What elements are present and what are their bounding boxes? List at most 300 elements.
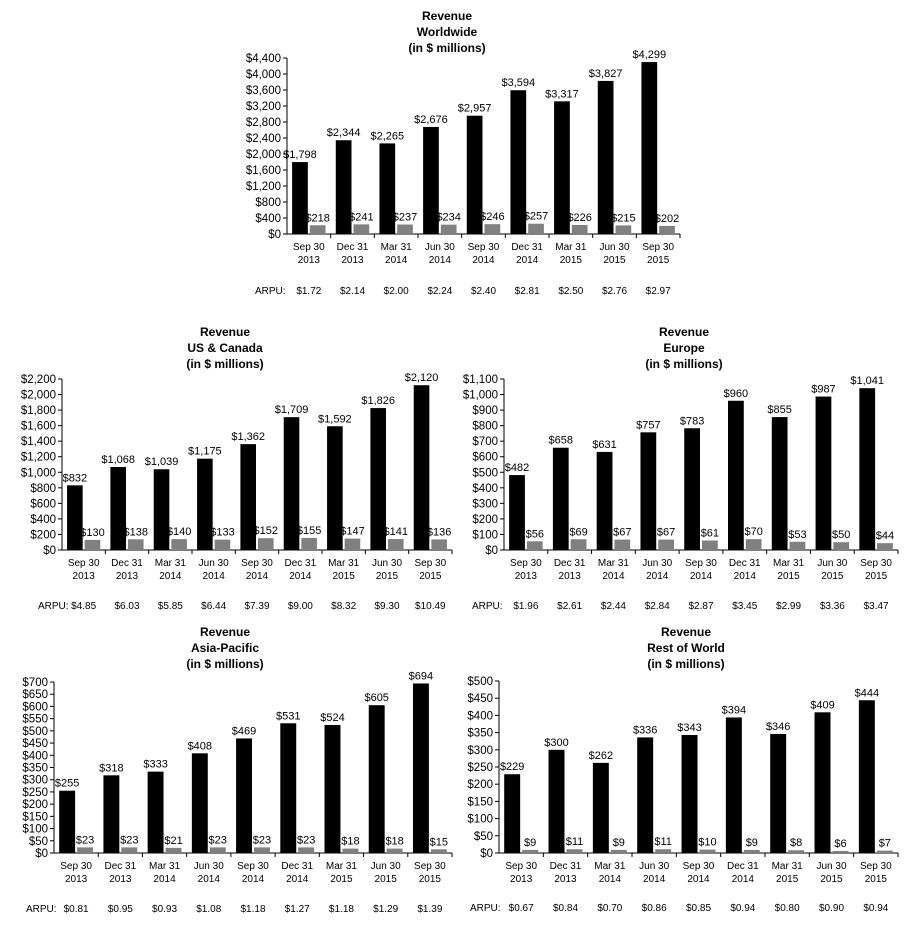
secondary-bar <box>746 539 762 550</box>
y-tick-label: $0 <box>480 848 493 860</box>
chart-us-canada-svg <box>0 320 456 620</box>
revenue-data-label: $960 <box>723 387 749 400</box>
revenue-bar <box>640 432 656 550</box>
revenue-data-label: $2,957 <box>457 102 492 115</box>
arpu-value: $0.84 <box>552 903 579 914</box>
x-tick-label: 2013 <box>297 255 320 266</box>
y-tick-label: $700 <box>22 677 48 689</box>
revenue-data-label: $1,175 <box>188 445 222 458</box>
secondary-bar <box>215 540 231 550</box>
y-tick-label: $200 <box>467 779 493 792</box>
secondary-data-label: $141 <box>383 526 409 539</box>
secondary-data-label: $226 <box>567 211 592 224</box>
secondary-data-label: $257 <box>523 210 549 223</box>
y-tick-label: $600 <box>30 498 56 511</box>
revenue-bar <box>641 62 657 234</box>
revenue-data-label: $631 <box>592 438 617 451</box>
revenue-bar <box>859 388 875 550</box>
y-tick-label: $300 <box>22 774 48 787</box>
x-tick-label: 2015 <box>419 571 442 582</box>
x-tick-label: 2015 <box>559 255 582 266</box>
y-tick-label: $550 <box>22 713 48 726</box>
secondary-bar <box>431 849 447 853</box>
y-tick-label: $2,000 <box>245 149 281 161</box>
y-tick-label: $400 <box>255 213 281 225</box>
y-tick-label: $0 <box>485 545 498 557</box>
chart-title-line: US & Canada <box>187 341 263 355</box>
secondary-bar <box>528 224 544 234</box>
x-tick-label: 2013 <box>115 571 139 582</box>
arpu-value: $1.96 <box>513 601 539 612</box>
revenue-bar <box>369 705 385 853</box>
arpu-value: $1.18 <box>240 904 266 915</box>
chart-title-line: (in $ millions) <box>408 41 486 55</box>
arpu-value: $0.86 <box>641 903 667 914</box>
revenue-data-label: $343 <box>677 722 702 735</box>
x-tick-label: Dec 31 <box>726 861 759 872</box>
arpu-value: $1.08 <box>196 904 222 915</box>
secondary-bar <box>388 539 404 550</box>
y-tick-label: $100 <box>472 529 498 542</box>
x-tick-label: 2015 <box>330 874 353 885</box>
revenue-data-label: $1,041 <box>850 375 885 388</box>
revenue-bar <box>682 735 698 853</box>
y-tick-label: $2,800 <box>245 117 281 129</box>
chart-europe <box>456 320 913 620</box>
revenue-data-label: $1,592 <box>318 413 352 426</box>
x-tick-label: 2015 <box>418 874 442 885</box>
x-tick-label: 2013 <box>72 571 95 582</box>
arpu-value: $2.40 <box>470 286 497 297</box>
revenue-data-label: $1,362 <box>231 431 266 444</box>
x-tick-label: 2015 <box>864 874 887 885</box>
revenue-data-label: $757 <box>636 419 661 432</box>
secondary-bar <box>298 847 314 853</box>
secondary-data-label: $18 <box>341 835 360 848</box>
x-tick-label: 2015 <box>777 571 800 582</box>
arpu-value: $10.49 <box>415 601 446 612</box>
y-tick-label: $1,000 <box>462 389 498 402</box>
y-tick-label: $600 <box>472 451 498 464</box>
revenue-data-label: $3,827 <box>588 67 623 80</box>
y-tick-label: $500 <box>472 467 498 480</box>
arpu-value: $0.94 <box>863 903 889 914</box>
secondary-data-label: $237 <box>392 211 418 224</box>
y-tick-label: $800 <box>30 482 56 495</box>
secondary-bar <box>431 539 447 550</box>
secondary-bar <box>659 226 675 234</box>
revenue-data-label: $524 <box>320 711 345 724</box>
secondary-data-label: $130 <box>80 526 105 539</box>
secondary-data-label: $61 <box>700 527 720 540</box>
secondary-data-label: $246 <box>480 211 505 224</box>
arpu-value: $0.81 <box>63 904 89 915</box>
revenue-data-label: $694 <box>408 670 434 683</box>
revenue-bar <box>549 750 565 853</box>
revenue-data-label: $2,344 <box>326 127 361 140</box>
y-tick-label: $100 <box>22 823 48 836</box>
x-tick-label: Dec 31 <box>281 861 314 872</box>
x-tick-label: Jun 30 <box>424 242 455 253</box>
secondary-data-label: $8 <box>790 837 803 850</box>
y-tick-label: $450 <box>467 693 493 706</box>
y-tick-label: $50 <box>473 830 493 843</box>
y-tick-label: $600 <box>22 701 48 714</box>
secondary-data-label: $147 <box>340 525 365 538</box>
chart-asia-pacific <box>0 620 456 925</box>
chart-title-line: Revenue <box>658 325 710 339</box>
y-tick-label: $1,100 <box>462 374 498 386</box>
secondary-bar <box>702 541 718 550</box>
secondary-bar <box>658 540 674 550</box>
secondary-data-label: $23 <box>297 834 316 847</box>
x-tick-label: 2014 <box>289 571 312 582</box>
secondary-bar <box>254 847 270 853</box>
x-tick-label: 2014 <box>286 874 309 885</box>
x-tick-label: 2014 <box>733 571 756 582</box>
x-tick-label: Sep 30 <box>67 558 100 569</box>
secondary-bar <box>744 850 760 853</box>
x-tick-label: 2013 <box>341 255 364 266</box>
revenue-data-label: $3,594 <box>501 77 536 90</box>
chart-title-line: Revenue <box>421 9 473 23</box>
secondary-data-label: $9 <box>745 836 758 849</box>
secondary-bar <box>522 850 538 853</box>
chart-title-line: Rest of World <box>647 641 725 655</box>
revenue-data-label: $333 <box>143 758 168 771</box>
y-tick-label: $300 <box>467 744 493 757</box>
x-tick-label: Dec 31 <box>511 242 544 253</box>
chart-title-line: (in $ millions) <box>647 657 725 671</box>
x-tick-label: Jun 30 <box>371 558 403 569</box>
y-tick-label: $200 <box>472 513 498 526</box>
secondary-data-label: $138 <box>123 526 149 539</box>
secondary-bar <box>611 850 627 853</box>
arpu-value: $2.97 <box>645 286 671 297</box>
secondary-data-label: $69 <box>569 526 588 539</box>
revenue-bar <box>148 772 164 853</box>
x-tick-label: 2014 <box>153 874 176 885</box>
secondary-data-label: $133 <box>210 526 235 539</box>
secondary-data-label: $21 <box>164 834 183 847</box>
arpu-value: $2.44 <box>600 601 626 612</box>
revenue-bar <box>504 774 520 853</box>
revenue-data-label: $469 <box>231 725 257 738</box>
arpu-row-label: ARPU: <box>255 286 286 297</box>
revenue-bar <box>67 485 83 550</box>
secondary-data-label: $15 <box>429 836 449 849</box>
secondary-bar <box>790 542 806 550</box>
y-tick-label: $350 <box>22 762 48 775</box>
arpu-value: $0.70 <box>597 903 623 914</box>
y-tick-label: $250 <box>22 786 48 799</box>
revenue-data-label: $531 <box>276 710 301 723</box>
x-tick-label: 2013 <box>510 874 533 885</box>
secondary-data-label: $18 <box>385 835 404 848</box>
revenue-data-label: $444 <box>854 687 880 700</box>
chart-rest-of-world-svg <box>456 620 913 925</box>
arpu-value: $0.95 <box>107 904 133 915</box>
x-tick-label: Jun 30 <box>198 558 229 569</box>
secondary-data-label: $202 <box>654 212 680 225</box>
chart-europe-svg <box>456 320 913 620</box>
secondary-bar <box>655 849 671 853</box>
secondary-bar <box>301 538 317 550</box>
x-tick-label: 2015 <box>820 874 843 885</box>
arpu-row-label: ARPU: <box>470 903 501 914</box>
x-tick-label: 2014 <box>598 874 621 885</box>
secondary-bar <box>572 225 588 234</box>
secondary-bar <box>310 225 326 234</box>
revenue-bar <box>413 683 429 853</box>
revenue-bar <box>816 397 832 550</box>
revenue-bar <box>597 452 613 550</box>
x-tick-label: Sep 30 <box>642 242 675 253</box>
revenue-bar <box>280 723 296 853</box>
arpu-row-label: ARPU: <box>472 601 503 612</box>
x-tick-label: 2015 <box>332 571 355 582</box>
secondary-data-label: $136 <box>426 526 452 539</box>
x-tick-label: Mar 31 <box>597 558 630 569</box>
x-tick-label: 2014 <box>643 874 666 885</box>
revenue-data-label: $1,068 <box>101 453 136 466</box>
revenue-data-label: $346 <box>765 720 791 733</box>
x-tick-label: Mar 31 <box>154 558 186 569</box>
chart-title-line: (in $ millions) <box>645 357 723 371</box>
chart-rest-of-world <box>456 620 913 925</box>
secondary-data-label: $140 <box>166 526 192 539</box>
x-tick-label: Sep 30 <box>510 558 542 569</box>
secondary-bar <box>788 850 804 853</box>
arpu-value: $6.44 <box>201 601 227 612</box>
revenue-bar <box>103 775 119 853</box>
x-tick-label: Mar 31 <box>594 861 626 872</box>
x-tick-label: Sep 30 <box>292 242 325 253</box>
revenue-bar <box>637 737 653 853</box>
x-tick-label: Sep 30 <box>467 242 500 253</box>
revenue-bar <box>553 448 569 550</box>
revenue-data-label: $409 <box>810 699 835 712</box>
x-tick-label: 2015 <box>821 571 844 582</box>
x-tick-label: 2013 <box>64 874 88 885</box>
x-tick-label: Sep 30 <box>414 558 447 569</box>
chart-title-line: Europe <box>663 341 705 355</box>
arpu-value: $1.29 <box>373 904 399 915</box>
secondary-bar <box>77 847 93 853</box>
y-tick-label: $900 <box>472 405 498 418</box>
arpu-value: $3.36 <box>819 601 845 612</box>
revenue-data-label: $318 <box>99 762 124 775</box>
secondary-data-label: $44 <box>875 530 895 543</box>
y-tick-label: $1,200 <box>20 451 56 464</box>
secondary-data-label: $9 <box>612 836 625 849</box>
x-tick-label: Jun 30 <box>193 861 224 872</box>
arpu-value: $2.61 <box>557 601 583 612</box>
revenue-data-label: $229 <box>499 761 525 774</box>
arpu-value: $0.90 <box>818 903 845 914</box>
arpu-value: $1.39 <box>417 904 443 915</box>
x-tick-label: 2015 <box>374 874 397 885</box>
revenue-data-label: $300 <box>544 736 569 749</box>
arpu-row-label: ARPU: <box>26 904 57 915</box>
x-tick-label: Sep 30 <box>860 558 892 569</box>
revenue-data-label: $2,676 <box>414 113 448 126</box>
arpu-value: $0.93 <box>152 904 178 915</box>
y-tick-label: $800 <box>472 420 498 433</box>
secondary-bar <box>833 851 849 853</box>
arpu-value: $2.99 <box>776 601 802 612</box>
revenue-data-label: $987 <box>811 383 836 396</box>
y-tick-label: $500 <box>467 676 493 688</box>
secondary-data-label: $56 <box>525 528 544 541</box>
secondary-bar <box>616 225 632 234</box>
revenue-data-label: $783 <box>679 415 705 428</box>
secondary-data-label: $67 <box>613 526 632 539</box>
chart-asia-pacific-svg <box>0 620 456 925</box>
secondary-bar <box>354 224 370 234</box>
y-tick-label: $400 <box>30 513 56 526</box>
y-tick-label: $0 <box>43 545 56 557</box>
chart-title-line: Worldwide <box>416 25 478 39</box>
secondary-data-label: $215 <box>611 212 636 225</box>
revenue-bar <box>509 475 525 550</box>
revenue-data-label: $262 <box>588 749 614 762</box>
arpu-value: $3.45 <box>732 601 758 612</box>
x-tick-label: Jun 30 <box>817 558 848 569</box>
y-tick-label: $1,800 <box>20 405 56 418</box>
revenue-data-label: $2,265 <box>370 130 405 143</box>
y-tick-label: $650 <box>22 689 48 702</box>
arpu-value: $2.87 <box>688 601 714 612</box>
secondary-data-label: $11 <box>654 836 672 849</box>
revenue-bar <box>770 734 786 853</box>
revenue-bar <box>325 725 341 853</box>
x-tick-label: Mar 31 <box>380 242 412 253</box>
x-tick-label: 2014 <box>646 571 669 582</box>
y-tick-label: $100 <box>467 813 493 826</box>
revenue-data-label: $855 <box>767 404 792 417</box>
revenue-data-label: $832 <box>62 472 88 485</box>
secondary-data-label: $7 <box>878 837 891 850</box>
revenue-bar <box>859 700 875 853</box>
x-tick-label: 2014 <box>241 874 265 885</box>
x-tick-label: 2014 <box>602 571 625 582</box>
x-tick-label: 2014 <box>516 255 539 266</box>
secondary-data-label: $23 <box>252 834 272 847</box>
arpu-value: $3.47 <box>863 601 889 612</box>
secondary-bar <box>700 850 716 853</box>
x-tick-label: Jun 30 <box>816 861 847 872</box>
y-tick-label: $1,200 <box>245 181 281 193</box>
x-tick-label: 2014 <box>689 571 713 582</box>
arpu-value: $7.39 <box>244 601 270 612</box>
x-tick-label: Dec 31 <box>336 242 369 253</box>
secondary-data-label: $234 <box>436 211 461 224</box>
secondary-data-label: $23 <box>208 834 227 847</box>
x-tick-label: Dec 31 <box>111 558 143 569</box>
y-tick-label: $350 <box>467 727 493 740</box>
y-tick-label: $2,000 <box>20 389 56 402</box>
revenue-bar <box>726 717 742 853</box>
secondary-data-label: $10 <box>698 836 717 849</box>
y-tick-label: $300 <box>472 498 498 511</box>
chart-worldwide-svg <box>0 0 913 310</box>
arpu-value: $2.14 <box>339 286 366 297</box>
arpu-value: $0.67 <box>508 903 534 914</box>
arpu-value: $4.85 <box>71 601 97 612</box>
arpu-value: $0.80 <box>774 903 800 914</box>
revenue-bar <box>598 81 614 234</box>
secondary-data-label: $53 <box>788 528 807 541</box>
revenue-data-label: $4,299 <box>632 49 667 62</box>
y-tick-label: $1,000 <box>20 467 56 480</box>
chart-us-canada <box>0 320 456 620</box>
x-tick-label: 2014 <box>687 874 710 885</box>
x-tick-label: Sep 30 <box>682 861 715 872</box>
x-tick-label: Sep 30 <box>237 861 269 872</box>
chart-title-line: Revenue <box>660 625 712 639</box>
arpu-value: $5.85 <box>157 601 183 612</box>
arpu-value: $1.18 <box>328 904 354 915</box>
y-tick-label: $200 <box>22 799 48 812</box>
revenue-bar <box>815 712 831 853</box>
y-tick-label: $800 <box>255 197 281 209</box>
secondary-bar <box>342 849 358 853</box>
revenue-data-label: $1,039 <box>144 456 179 469</box>
y-tick-label: $150 <box>467 796 493 809</box>
secondary-data-label: $218 <box>305 212 330 225</box>
chart-title-line: Revenue <box>199 625 251 639</box>
x-tick-label: Sep 30 <box>241 558 273 569</box>
arpu-value: $8.32 <box>331 601 357 612</box>
revenue-bar <box>192 753 208 853</box>
x-tick-label: Jun 30 <box>639 861 670 872</box>
revenue-bar <box>728 401 744 550</box>
secondary-bar <box>171 539 187 550</box>
secondary-bar <box>345 539 361 550</box>
y-tick-label: $400 <box>472 482 498 495</box>
y-tick-label: $50 <box>28 835 48 848</box>
secondary-bar <box>85 540 101 550</box>
x-tick-label: Sep 30 <box>685 558 717 569</box>
x-tick-label: Mar 31 <box>771 861 803 872</box>
arpu-value: $1.27 <box>284 904 310 915</box>
chart-title-line: Asia-Pacific <box>190 641 260 655</box>
x-tick-label: 2014 <box>159 571 182 582</box>
secondary-data-label: $70 <box>744 526 763 539</box>
x-tick-label: Mar 31 <box>555 242 587 253</box>
x-tick-label: Jun 30 <box>642 558 673 569</box>
y-tick-label: $1,600 <box>20 420 56 433</box>
x-tick-label: 2013 <box>514 571 538 582</box>
y-tick-label: $200 <box>30 529 56 542</box>
revenue-data-label: $1,826 <box>361 395 396 408</box>
revenue-data-label: $2,120 <box>404 372 439 385</box>
secondary-bar <box>210 847 226 853</box>
x-tick-label: 2013 <box>554 874 577 885</box>
y-tick-label: $1,600 <box>245 165 281 177</box>
secondary-bar <box>121 847 137 853</box>
x-tick-label: 2014 <box>245 571 269 582</box>
chart-title-line: Revenue <box>199 325 251 339</box>
x-tick-label: 2014 <box>197 874 220 885</box>
y-tick-label: $2,400 <box>245 133 281 145</box>
x-tick-label: Dec 31 <box>104 861 137 872</box>
secondary-data-label: $50 <box>832 529 851 542</box>
secondary-data-label: $23 <box>75 834 95 847</box>
revenue-bar <box>236 738 252 853</box>
y-tick-label: $500 <box>22 725 48 738</box>
